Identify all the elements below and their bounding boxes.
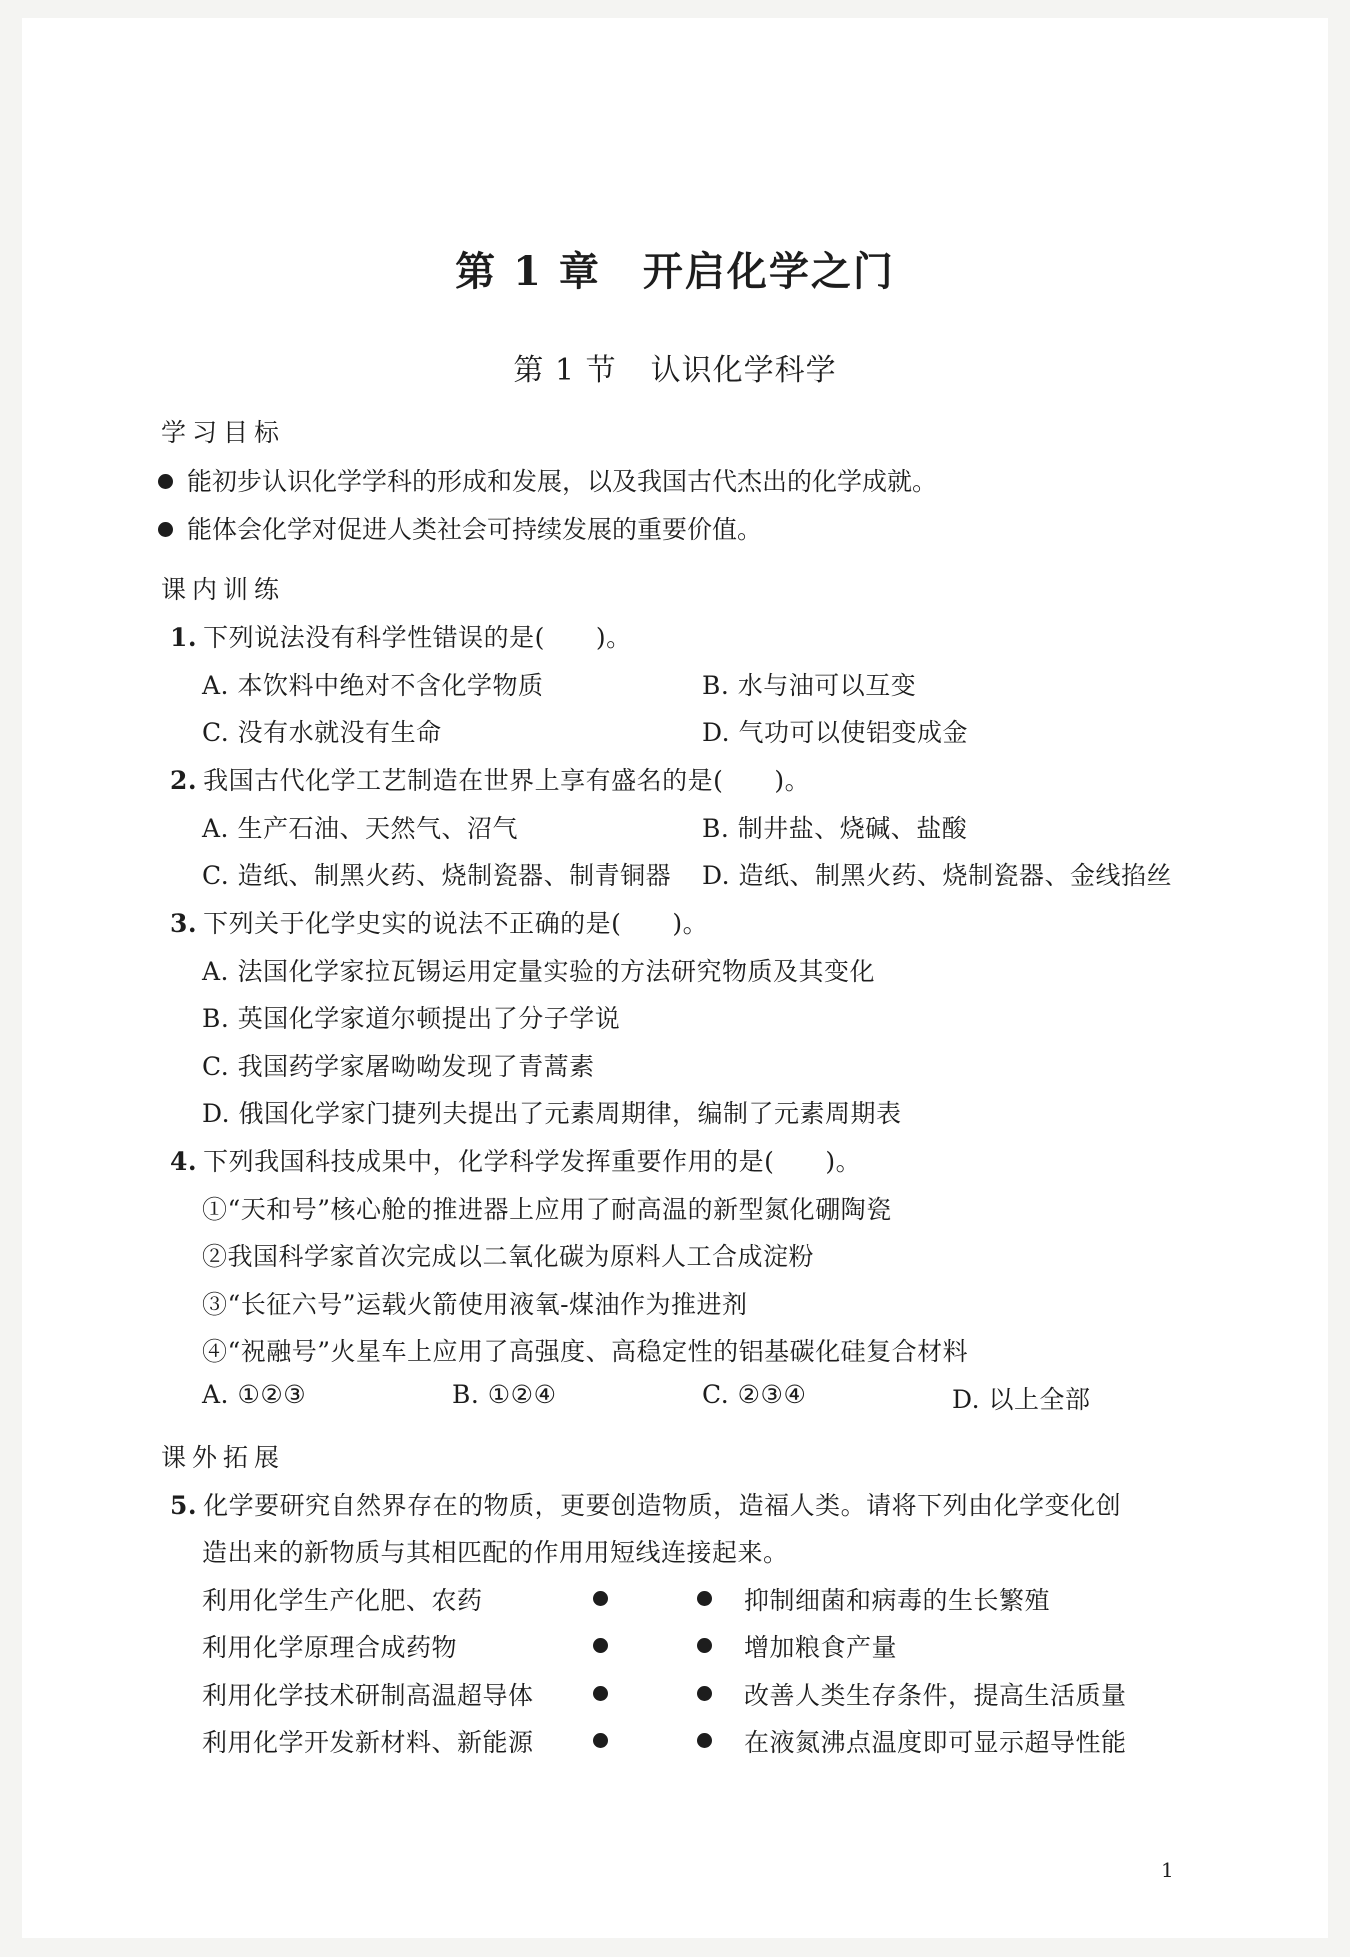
option-c: C. 我国药学家屠呦呦发现了青蒿素 xyxy=(202,1052,595,1081)
statement-4: ④“祝融号”火星车上应用了高强度、高稳定性的铝基碳化硅复合材料 xyxy=(202,1337,969,1366)
option-d: D. 造纸、制黑火药、烧制瓷器、金线掐丝 xyxy=(702,861,1173,890)
question-number: 5. xyxy=(170,1491,198,1520)
match-right-item: 增加粮食产量 xyxy=(744,1633,898,1662)
section-title xyxy=(0,345,1350,389)
question-stem: 化学要研究自然界存在的物质，更要创造物质，造福人类。请将下列由化学变化创 xyxy=(203,1491,1122,1520)
match-right-item: 在液氮沸点温度即可显示超导性能 xyxy=(744,1728,1127,1757)
chapter-title xyxy=(0,240,1350,297)
match-dot-left[interactable] xyxy=(593,1638,608,1653)
match-left-item: 利用化学原理合成药物 xyxy=(202,1633,458,1662)
match-right-item: 抑制细菌和病毒的生长繁殖 xyxy=(744,1586,1051,1615)
question-number: 4. xyxy=(170,1147,198,1176)
bullet-icon xyxy=(158,522,173,537)
objectives-heading: 学习目标 xyxy=(161,418,286,447)
option-a: A. ①②③ xyxy=(202,1380,307,1409)
section-name: 认识化学科学 xyxy=(650,353,837,388)
section-label: 第 1 节 xyxy=(513,353,617,388)
match-dot-right[interactable] xyxy=(697,1686,712,1701)
match-dot-left[interactable] xyxy=(593,1591,608,1606)
chapter-label: 第 1 章 xyxy=(455,248,601,295)
question-stem: 下列说法没有科学性错误的是( )。 xyxy=(203,623,632,652)
objective-text: 能初步认识化学学科的形成和发展，以及我国古代杰出的化学成就。 xyxy=(187,467,938,496)
question-3 xyxy=(170,904,708,940)
statement-3: ③“长征六号”运载火箭使用液氧-煤油作为推进剂 xyxy=(202,1290,748,1319)
question-number: 3. xyxy=(170,909,198,938)
match-dot-left[interactable] xyxy=(593,1733,608,1748)
option-c: C. 造纸、制黑火药、烧制瓷器、制青铜器 xyxy=(202,861,672,890)
question-1 xyxy=(170,618,632,654)
question-2 xyxy=(170,761,810,797)
objective-item xyxy=(158,510,762,546)
option-d: D. 气功可以使铝变成金 xyxy=(702,718,969,747)
option-d: D. 以上全部 xyxy=(952,1385,1091,1414)
match-dot-left[interactable] xyxy=(593,1686,608,1701)
question-4 xyxy=(170,1142,861,1178)
option-d: D. 俄国化学家门捷列夫提出了元素周期律，编制了元素周期表 xyxy=(202,1099,902,1128)
page-number: 1 xyxy=(1161,1858,1174,1882)
option-a: A. 本饮料中绝对不含化学物质 xyxy=(202,671,544,700)
question-stem: 下列我国科技成果中，化学科学发挥重要作用的是( )。 xyxy=(203,1147,862,1176)
match-left-item: 利用化学生产化肥、农药 xyxy=(202,1586,483,1615)
match-left-item: 利用化学技术研制高温超导体 xyxy=(202,1681,534,1710)
match-dot-right[interactable] xyxy=(697,1638,712,1653)
objective-text: 能体会化学对促进人类社会可持续发展的重要价值。 xyxy=(187,515,763,544)
option-c: C. ②③④ xyxy=(702,1380,807,1409)
option-c: C. 没有水就没有生命 xyxy=(202,718,442,747)
question-number: 1. xyxy=(170,623,198,652)
question-stem-continued: 造出来的新物质与其相匹配的作用用短线连接起来。 xyxy=(202,1538,789,1567)
practice-heading: 课内训练 xyxy=(161,575,286,604)
match-dot-right[interactable] xyxy=(697,1733,712,1748)
option-b: B. 英国化学家道尔顿提出了分子学说 xyxy=(202,1004,621,1033)
question-stem: 我国古代化学工艺制造在世界上享有盛名的是( )。 xyxy=(203,766,811,795)
extension-heading: 课外拓展 xyxy=(161,1443,286,1472)
question-number: 2. xyxy=(170,766,198,795)
statement-1: ①“天和号”核心舱的推进器上应用了耐高温的新型氮化硼陶瓷 xyxy=(202,1195,892,1224)
question-stem: 下列关于化学史实的说法不正确的是( )。 xyxy=(203,909,709,938)
match-dot-right[interactable] xyxy=(697,1591,712,1606)
bullet-icon xyxy=(158,474,173,489)
match-right-item: 改善人类生存条件，提高生活质量 xyxy=(744,1681,1127,1710)
objective-item xyxy=(158,462,937,498)
match-left-item: 利用化学开发新材料、新能源 xyxy=(202,1728,534,1757)
option-b: B. ①②④ xyxy=(452,1380,557,1409)
option-b: B. 制井盐、烧碱、盐酸 xyxy=(702,814,968,843)
option-b: B. 水与油可以互变 xyxy=(702,671,917,700)
chapter-name: 开启化学之门 xyxy=(642,248,895,295)
statement-2: ②我国科学家首次完成以二氧化碳为原料人工合成淀粉 xyxy=(202,1242,815,1271)
option-a: A. 法国化学家拉瓦锡运用定量实验的方法研究物质及其变化 xyxy=(202,957,875,986)
option-a: A. 生产石油、天然气、沼气 xyxy=(202,814,518,843)
question-5 xyxy=(170,1486,1121,1522)
